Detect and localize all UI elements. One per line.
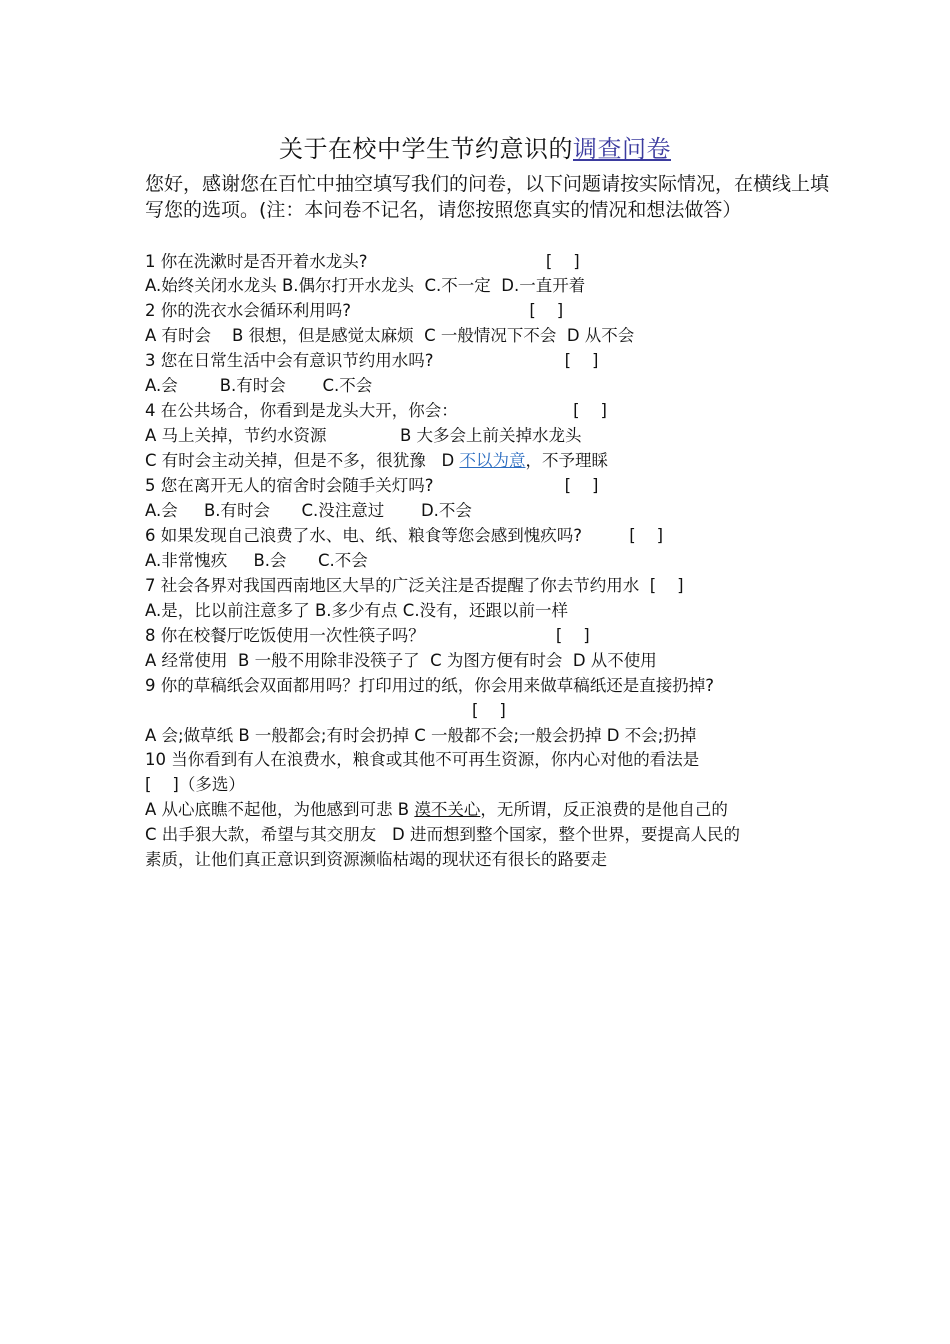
q4c-text-post: ，不予理睬 <box>525 451 608 470</box>
question-4: 4 在公共场合，你看到是龙头大开，你会： [ ] <box>145 401 607 420</box>
question-5: 5 您在离开无人的宿舍时会随手关灯吗? [ ] <box>145 476 599 495</box>
question-5-options: A.会 B.有时会 C.没注意过 D.不会 <box>145 501 472 520</box>
page-title <box>0 133 950 165</box>
question-10-options-ab <box>145 798 728 822</box>
question-9: 9 你的草稿纸会双面都用吗？打印用过的纸，你会用来做草稿纸还是直接扔掉? <box>145 676 715 695</box>
q10a-text-post: ，无所谓，反正浪费的是他自己的 <box>480 800 728 819</box>
q10a-text: A 从心底瞧不起他，为他感到可悲 B <box>145 800 415 819</box>
question-1: 1 你在洗漱时是否开着水龙头? [ ] <box>145 252 580 271</box>
q4c-text: C 有时会主动关掉，但是不多，很犹豫 D <box>145 451 460 470</box>
question-4-options-cd <box>145 449 608 473</box>
question-7: 7 社会各界对我国西南地区大旱的广泛关注是否提醒了你去节约用水 [ ] <box>145 576 684 595</box>
question-8: 8 你在校餐厅吃饭使用一次性筷子吗？ [ ] <box>145 626 590 645</box>
question-3: 3 您在日常生活中会有意识节约用水吗? [ ] <box>145 351 599 370</box>
question-9-options: A 会;做草纸 B 一般都会;有时会扔掉 C 一般都不会;一般会扔掉 D 不会;扔掉 <box>145 726 697 745</box>
question-6-options: A.非常愧疚 B.会 C.不会 <box>145 551 368 570</box>
q4c-link[interactable]: 不以为意 <box>459 451 526 470</box>
question-10-options-cd: C 出手狠大款，希望与其交朋友 D 进而想到整个国家，整个世界，要提高人民的 <box>145 825 740 844</box>
question-1-options: A.始终关闭水龙头 B.偶尔打开水龙头 C.不一定 D.一直开着 <box>145 276 586 295</box>
title-text: 关于在校中学生节约意识的 <box>279 135 573 163</box>
title-link[interactable]: 调查问卷 <box>573 135 671 163</box>
question-10-bracket: [ ]（多选） <box>145 775 245 794</box>
question-10-options-d-cont: 素质，让他们真正意识到资源濒临枯竭的现状还有很长的路要走 <box>145 850 607 869</box>
question-8-options: A 经常使用 B 一般不用除非没筷子了 C 为图方便有时会 D 从不使用 <box>145 651 657 670</box>
question-6: 6 如果发现自己浪费了水、电、纸、粮食等您会感到愧疚吗? [ ] <box>145 526 664 545</box>
question-2: 2 你的洗衣水会循环利用吗? [ ] <box>145 301 564 320</box>
question-10: 10 当你看到有人在浪费水，粮食或其他不可再生资源，你内心对他的看法是 <box>145 750 700 769</box>
question-3-options: A.会 B.有时会 C.不会 <box>145 376 373 395</box>
question-2-options: A 有时会 B 很想，但是感觉太麻烦 C 一般情况下不会 D 从不会 <box>145 326 635 345</box>
question-9-bracket: [ ] <box>472 701 506 720</box>
intro-paragraph: 您好，感谢您在百忙中抽空填写我们的问卷，以下问题请按实际情况，在横线上填写您的选项。(注：本问卷不记名，请您按照您真实的情况和想法做答） <box>145 173 830 221</box>
question-7-options: A.是，比以前注意多了 B.多少有点 C.没有，还跟以前一样 <box>145 601 569 620</box>
q10a-underlined[interactable]: 漠不关心 <box>414 800 481 819</box>
question-4-options-ab: A 马上关掉，节约水资源 B 大多会上前关掉水龙头 <box>145 426 582 445</box>
